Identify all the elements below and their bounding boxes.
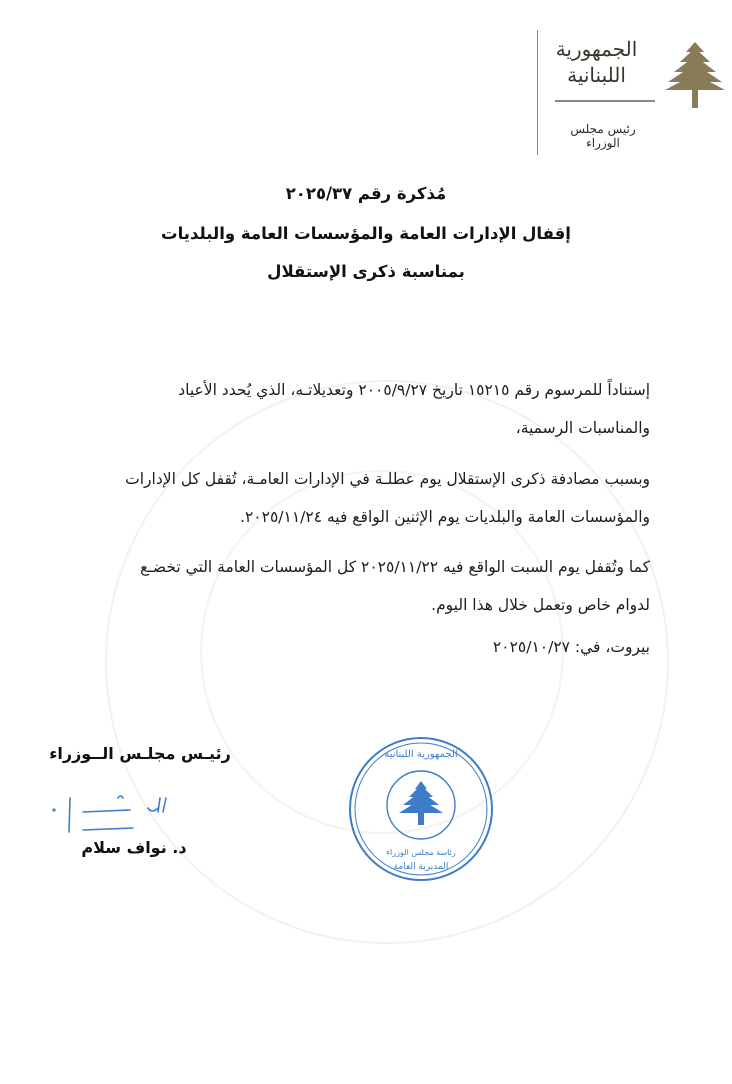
letterhead-divider	[537, 30, 538, 155]
svg-text:المديرية العامة: المديرية العامة	[393, 862, 449, 872]
svg-text:رئاسة مجلس الوزراء: رئاسة مجلس الوزراء	[386, 848, 456, 857]
official-stamp	[347, 735, 495, 883]
paragraph-1-line-2: والمناسبات الرسمية،	[515, 419, 650, 437]
handwritten-signature	[48, 790, 178, 838]
letterhead-title-line2: اللبنانية	[567, 63, 626, 87]
svg-text:الجمهورية اللبنانية: الجمهورية اللبنانية	[384, 749, 458, 760]
memo-title: إقفال الإدارات العامة والمؤسسات العامة والبلديات	[161, 224, 571, 243]
cedar-icon	[664, 40, 726, 110]
paragraph-3-line-1: كما وتُقفل يوم السبت الواقع فيه ٢٠٢٥/١١/٢٢ كل المؤسسات العامة التي تخضـع	[140, 558, 650, 576]
paragraph-2-line-2: والمؤسسات العامة والبلديات يوم الإثنين الواقع فيه ٢٠٢٥/١١/٢٤.	[240, 508, 650, 526]
letterhead	[527, 28, 732, 158]
memo-subtitle: بمناسبة ذكرى الإستقلال	[267, 262, 465, 281]
paragraph-2-line-1: وبسبب مصادفة ذكرى الإستقلال يوم عطلـة في الإدارات العامـة، تُقفل كل الإدارات	[125, 470, 650, 488]
stamp-cedar-icon	[399, 781, 443, 825]
letterhead-subtitle: رئيس مجلس الوزراء	[570, 122, 636, 150]
paragraph-3-line-2: لدوام خاص وتعمل خلال هذا اليوم.	[431, 596, 650, 614]
signatory-title: رئيـس مجلـس الــوزراء	[49, 744, 231, 763]
place-date: بيروت، في: ٢٠٢٥/١٠/٢٧	[492, 638, 650, 656]
signatory-name: د. نواف سلام	[81, 838, 187, 857]
letterhead-rule	[555, 100, 655, 102]
letterhead-title-line1: الجمهورية	[555, 37, 638, 61]
paragraph-1-line-1: إستناداً للمرسوم رقم ١٥٢١٥ تاريخ ٢٠٠٥/٩/٢٧ وتعديلاتـه، الذي يُحدد الأعياد	[178, 381, 650, 399]
memo-number: مُذكرة رقم ٢٠٢٥/٣٧	[285, 184, 447, 203]
letterhead-title	[549, 36, 644, 88]
